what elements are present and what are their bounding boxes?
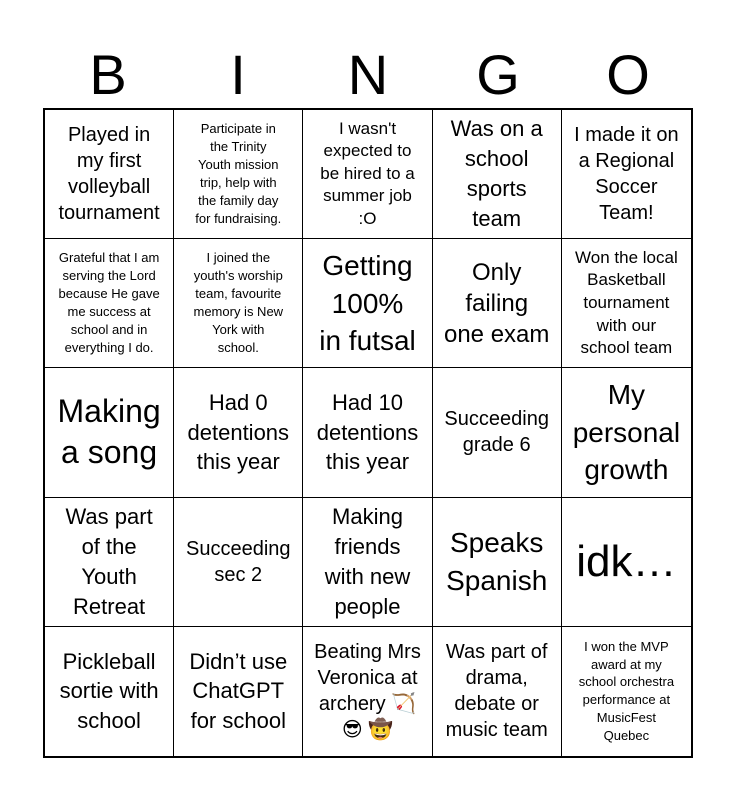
- cell-text: Was on a school sports team: [450, 116, 543, 231]
- cell-text: Succeeding grade 6: [444, 408, 549, 457]
- bingo-cell[interactable]: [174, 627, 303, 756]
- bingo-cell[interactable]: [45, 239, 174, 368]
- bingo-cell[interactable]: [303, 239, 432, 368]
- bingo-cell[interactable]: [174, 239, 303, 368]
- bingo-cell[interactable]: [303, 627, 432, 756]
- cell-text: I made it on a Regional Soccer Team!: [574, 124, 679, 225]
- cell-text: Beating Mrs Veronica at archery 🏹 😎 🤠: [314, 641, 421, 742]
- bingo-board: [43, 108, 693, 758]
- cell-text: Participate in the Trinity Youth mission trip, help with the family day for fundraising.: [195, 121, 282, 226]
- bingo-cell[interactable]: [562, 368, 691, 497]
- cell-text: Was part of the Youth Retreat: [65, 503, 153, 619]
- cell-text: Speaks Spanish: [446, 527, 548, 596]
- cell-text: My personal growth: [572, 379, 681, 486]
- cell-text: I wasn't expected to be hired to a summer job :O: [320, 118, 415, 228]
- bingo-cell[interactable]: [433, 239, 562, 368]
- bingo-cell[interactable]: [303, 110, 432, 239]
- bingo-cell[interactable]: [174, 368, 303, 497]
- cell-text: I won the MVP award at my school orchestra performance at MusicFest Quebec: [578, 638, 675, 744]
- title-letter-g: G: [476, 43, 520, 106]
- bingo-cell[interactable]: [562, 239, 691, 368]
- bingo-cell[interactable]: [433, 368, 562, 497]
- title-letter-b: B: [89, 43, 127, 106]
- cell-text: Pickleball sortie with school: [59, 648, 159, 734]
- bingo-cell[interactable]: [433, 110, 562, 239]
- cell-text: idk…: [576, 536, 677, 586]
- title-letter-i: I: [230, 43, 246, 106]
- bingo-cell[interactable]: [562, 498, 691, 627]
- bingo-cell[interactable]: [45, 110, 174, 239]
- bingo-cell[interactable]: [433, 498, 562, 627]
- bingo-cell[interactable]: [303, 498, 432, 627]
- cell-text: Won the local Basketball tournament with our school team: [575, 247, 678, 358]
- cell-text: Making friends with new people: [324, 503, 411, 619]
- cell-text: Making a song: [57, 392, 161, 471]
- cell-text: Getting 100% in futsal: [319, 250, 416, 357]
- bingo-cell[interactable]: [562, 627, 691, 756]
- bingo-cell[interactable]: [45, 498, 174, 627]
- cell-text: Was part of drama, debate or music team: [445, 641, 548, 742]
- bingo-cell[interactable]: [45, 368, 174, 497]
- bingo-title: [43, 42, 693, 108]
- bingo-cell[interactable]: [433, 627, 562, 756]
- title-letter-o: O: [606, 43, 650, 106]
- cell-text: Grateful that I am serving the Lord because He gave me success at school and in everything I do.: [58, 250, 160, 356]
- cell-text: Didn’t use ChatGPT for school: [189, 648, 288, 734]
- cell-text: Succeeding sec 2: [186, 537, 291, 586]
- bingo-cell[interactable]: [45, 627, 174, 756]
- cell-text: I joined the youth's worship team, favourite memory is New York with school.: [193, 250, 284, 356]
- bingo-cell[interactable]: [562, 110, 691, 239]
- bingo-cell[interactable]: [303, 368, 432, 497]
- cell-text: Had 10 detentions this year: [316, 389, 419, 475]
- title-letter-n: N: [347, 43, 389, 106]
- bingo-cell[interactable]: [174, 110, 303, 239]
- cell-text: Had 0 detentions this year: [187, 389, 290, 475]
- cell-text: Played in my first volleyball tournament: [58, 124, 160, 225]
- bingo-cell[interactable]: [174, 498, 303, 627]
- cell-text: Only failing one exam: [443, 258, 550, 348]
